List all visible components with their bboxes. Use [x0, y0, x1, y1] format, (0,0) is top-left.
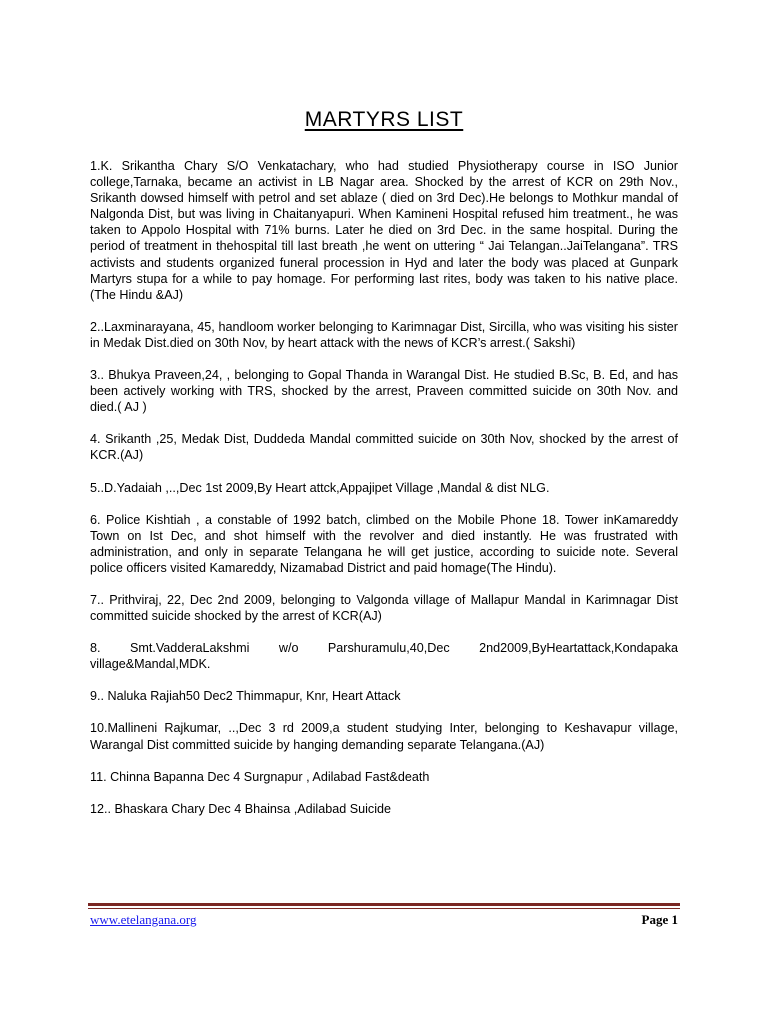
footer-divider-thick	[88, 903, 680, 906]
document-title-text: MARTYRS LIST	[304, 108, 464, 131]
footer-divider	[88, 903, 680, 909]
paragraph-8: 8. Smt.VadderaLakshmi w/o Parshuramulu,40,Dec 2nd2009,ByHeartattack,Kondapaka village&Mandal,MDK.	[90, 641, 678, 672]
paragraph-5: 5..D.Yadaiah ,..,Dec 1st 2009,By Heart attck,Appajipet Village ,Mandal & dist NLG.	[90, 480, 550, 495]
paragraph-2: 2..Laxminarayana, 45, handloom worker belonging to Karimnagar Dist, Sircilla, who was visiting his sister in Medak Dist.died on 30th Nov, by heart attack with the news of KCR’s arrest.( Sakshi)	[90, 319, 678, 350]
paragraph-10: 10.Mallineni Rajkumar, ..,Dec 3 rd 2009,a student studying Inter, belonging to Keshavapur village, Warangal Dist committed suicide by hanging demanding separate Telangana.(AJ)	[90, 721, 678, 752]
paragraph-3: 3.. Bhukya Praveen,24, , belonging to Gopal Thanda in Warangal Dist. He studied B.Sc, B. Ed, and has been actively working with TRS, shocked by the arrest, Praveen committed suicide on 30th Nov. and died.( AJ )	[90, 368, 678, 415]
page-number: Page 1	[641, 912, 678, 927]
paragraph-6: 6. Police Kishtiah , a constable of 1992 batch, climbed on the Mobile Phone 18. Tower inKamareddy Town on Ist Dec, and shot himself with the revolver and died instantly. He was frustrated with administration, and only in separate Telangana he will get justice, according to suicide note. Several police officers visited Kamareddy, Nizamabad District and paid homage(The Hindu).	[90, 512, 678, 575]
paragraph-7: 7.. Prithviraj, 22, Dec 2nd 2009, belonging to Valgonda village of Mallapur Mandal in Karimnagar Dist committed suicide shocked by the arrest of KCR(AJ)	[90, 592, 678, 624]
website-link[interactable]: www.etelangana.org	[90, 912, 197, 927]
paragraph-4: 4. Srikanth ,25, Medak Dist, Duddeda Mandal committed suicide on 30th Nov, shocked by the arrest of KCR.(AJ)	[90, 432, 678, 463]
paragraph-1: 1.K. Srikantha Chary S/O Venkatachary, who had studied Physiotherapy course in ISO Junior college,Tarnaka, became an activist in LB Nagar area. Shocked by the arrest of KCR on 29th Nov., Srikanth dowsed himself with petrol and set ablaze ( died on 3rd Dec).He belongs to Mothkur mandal of Nalgonda Dist, but was living in Chaitanyapuri. When Kamineni Hospital refused him treatment., he was taken to Appolo Hospital with 71% burns. Later he died on 3rd Dec. in the same hospital. During the period of treatment in thehospital till last breath ,he went on uttering “ Jai Telangan..JaiTelangana”. TRS activists and students organized funeral procession in Hyd and later the body was placed at Gunpark Martyrs stupa for a while to pay homage. For performing last rites, body was taken to his native place. (The Hindu &AJ)	[90, 159, 678, 302]
document-title	[0, 108, 768, 132]
document-body	[90, 158, 678, 833]
paragraph-12: 12.. Bhaskara Chary Dec 4 Bhainsa ,Adilabad Suicide	[90, 801, 392, 816]
paragraph-11: 11. Chinna Bapanna Dec 4 Surgnapur , Adilabad Fast&death	[90, 769, 430, 784]
footer-divider-thin	[88, 908, 680, 909]
paragraph-9: 9.. Naluka Rajiah50 Dec2 Thimmapur, Knr, Heart Attack	[90, 689, 401, 704]
